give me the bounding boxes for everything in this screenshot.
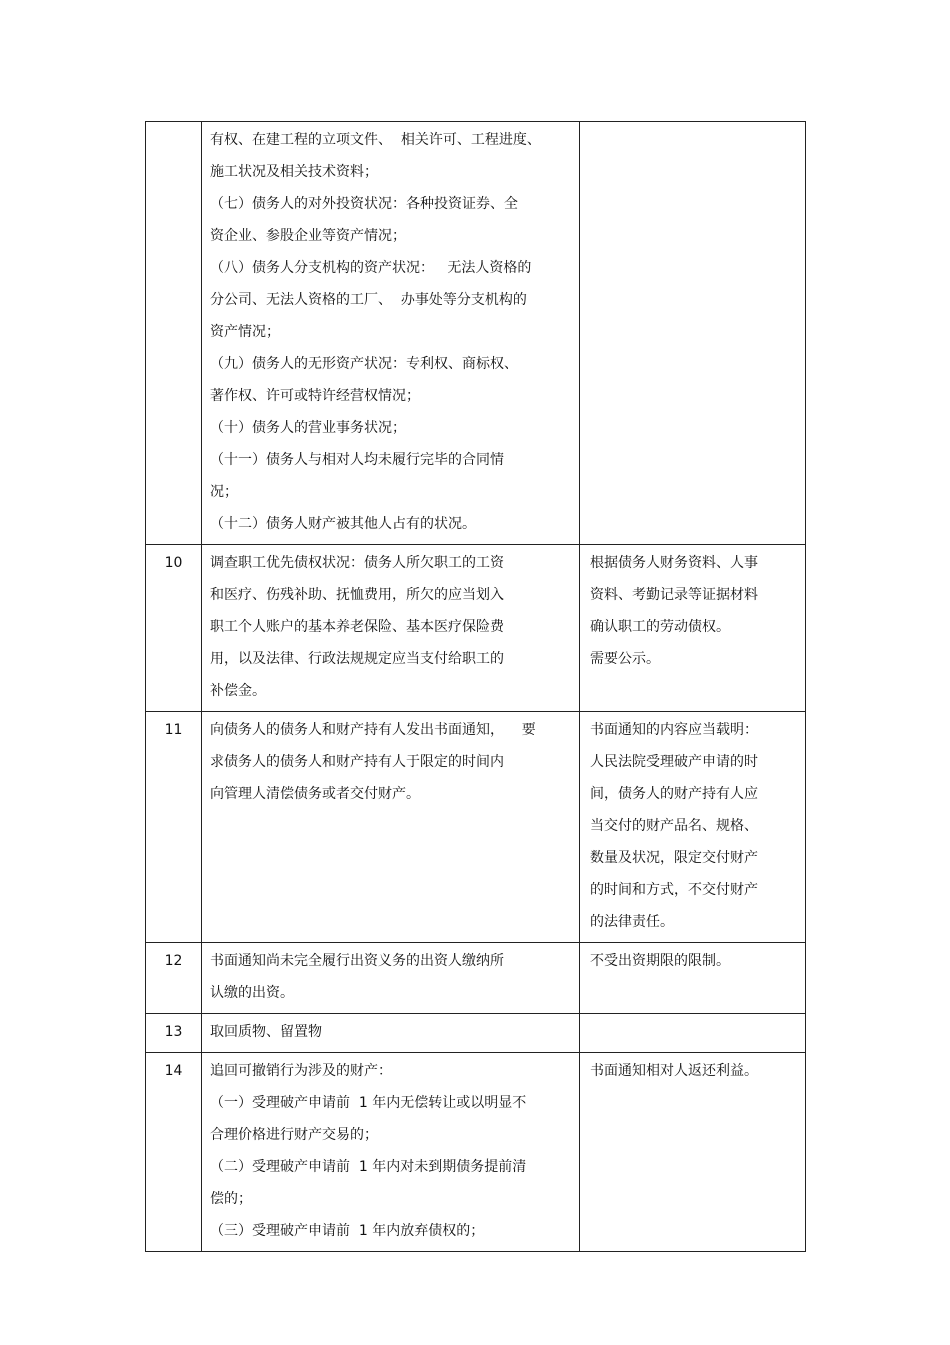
content-line: （十二）债务人财产被其他人占有的状况。	[210, 516, 476, 532]
procedure-table	[145, 121, 806, 1252]
content-line: （三）受理破产申请前 1 年内放弃债权的；	[210, 1223, 485, 1239]
content-line: 补偿金。	[210, 683, 266, 699]
note-line: 需要公示。	[590, 651, 660, 667]
note-line: 人民法院受理破产申请的时	[590, 754, 758, 770]
note-line: 数量及状况，限定交付财产	[590, 850, 758, 866]
content-cell	[202, 122, 580, 545]
note-cell	[580, 122, 806, 545]
table-row	[146, 1053, 806, 1252]
content-line: 书面通知尚未完全履行出资义务的出资人缴纳所	[210, 953, 504, 969]
content-line: （十）债务人的营业事务状况；	[210, 420, 406, 436]
content-line: 合理价格进行财产交易的；	[210, 1127, 378, 1143]
content-line: （八）债务人分支机构的资产状况： 无法人资格的	[210, 260, 532, 276]
row-number-cell	[146, 1053, 202, 1252]
content-line: 著作权、许可或特许经营权情况；	[210, 388, 420, 404]
row-number: 11	[164, 722, 183, 738]
content-line: 用，以及法律、行政法规规定应当支付给职工的	[210, 651, 504, 667]
content-cell	[202, 1053, 580, 1252]
note-cell	[580, 943, 806, 1014]
note-cell	[580, 712, 806, 943]
note-line: 确认职工的劳动债权。	[590, 619, 730, 635]
content-line: 向管理人清偿债务或者交付财产。	[210, 786, 420, 802]
content-cell	[202, 943, 580, 1014]
row-number: 12	[164, 953, 183, 969]
content-cell	[202, 1014, 580, 1053]
content-line: （二）受理破产申请前 1 年内对未到期债务提前清	[210, 1159, 527, 1175]
note-line: 间，债务人的财产持有人应	[590, 786, 758, 802]
content-line: 调查职工优先债权状况：债务人所欠职工的工资	[210, 555, 504, 571]
row-number-cell	[146, 545, 202, 712]
row-number: 14	[164, 1063, 183, 1079]
note-line: 不受出资期限的限制。	[590, 953, 730, 969]
content-line: 况；	[210, 484, 238, 500]
content-line: 分公司、无法人资格的工厂、 办事处等分支机构的	[210, 292, 527, 308]
content-line: 偿的；	[210, 1191, 252, 1207]
row-number-cell	[146, 1014, 202, 1053]
content-line: 和医疗、伤残补助、抚恤费用，所欠的应当划入	[210, 587, 504, 603]
content-line: 资企业、参股企业等资产情况；	[210, 228, 406, 244]
note-line: 资料、考勤记录等证据材料	[590, 587, 758, 603]
row-number: 13	[164, 1024, 183, 1040]
note-cell	[580, 1053, 806, 1252]
note-line: 的时间和方式，不交付财产	[590, 882, 758, 898]
content-line: （一）受理破产申请前 1 年内无偿转让或以明显不	[210, 1095, 527, 1111]
content-line: 认缴的出资。	[210, 985, 294, 1001]
content-line: 追回可撤销行为涉及的财产：	[210, 1063, 392, 1079]
table-row	[146, 712, 806, 943]
row-number-cell	[146, 943, 202, 1014]
content-line: （七）债务人的对外投资状况：各种投资证券、全	[210, 196, 518, 212]
table-row	[146, 943, 806, 1014]
note-line: 的法律责任。	[590, 914, 674, 930]
row-number-cell	[146, 122, 202, 545]
content-line: 取回质物、留置物	[210, 1024, 322, 1040]
content-line: 向债务人的债务人和财产持有人发出书面通知， 要	[210, 722, 536, 738]
note-line: 书面通知相对人返还利益。	[590, 1063, 758, 1079]
table-row	[146, 1014, 806, 1053]
content-line: 职工个人账户的基本养老保险、基本医疗保险费	[210, 619, 504, 635]
row-number-cell	[146, 712, 202, 943]
note-line: 根据债务人财务资料、人事	[590, 555, 758, 571]
content-cell	[202, 712, 580, 943]
table-body	[146, 122, 806, 1252]
note-line: 书面通知的内容应当载明：	[590, 722, 758, 738]
note-line: 当交付的财产品名、规格、	[590, 818, 758, 834]
content-line: 求债务人的债务人和财产持有人于限定的时间内	[210, 754, 504, 770]
content-line: （九）债务人的无形资产状况：专利权、商标权、	[210, 356, 518, 372]
row-number	[146, 122, 201, 124]
table-row	[146, 122, 806, 545]
content-line: （十一）债务人与相对人均未履行完毕的合同情	[210, 452, 504, 468]
note-cell	[580, 545, 806, 712]
content-cell	[202, 545, 580, 712]
table-row	[146, 545, 806, 712]
content-line: 资产情况；	[210, 324, 280, 340]
note-cell	[580, 1014, 806, 1053]
row-number: 10	[164, 555, 183, 571]
content-line: 有权、在建工程的立项文件、 相关许可、工程进度、	[210, 132, 541, 148]
content-line: 施工状况及相关技术资料；	[210, 164, 378, 180]
